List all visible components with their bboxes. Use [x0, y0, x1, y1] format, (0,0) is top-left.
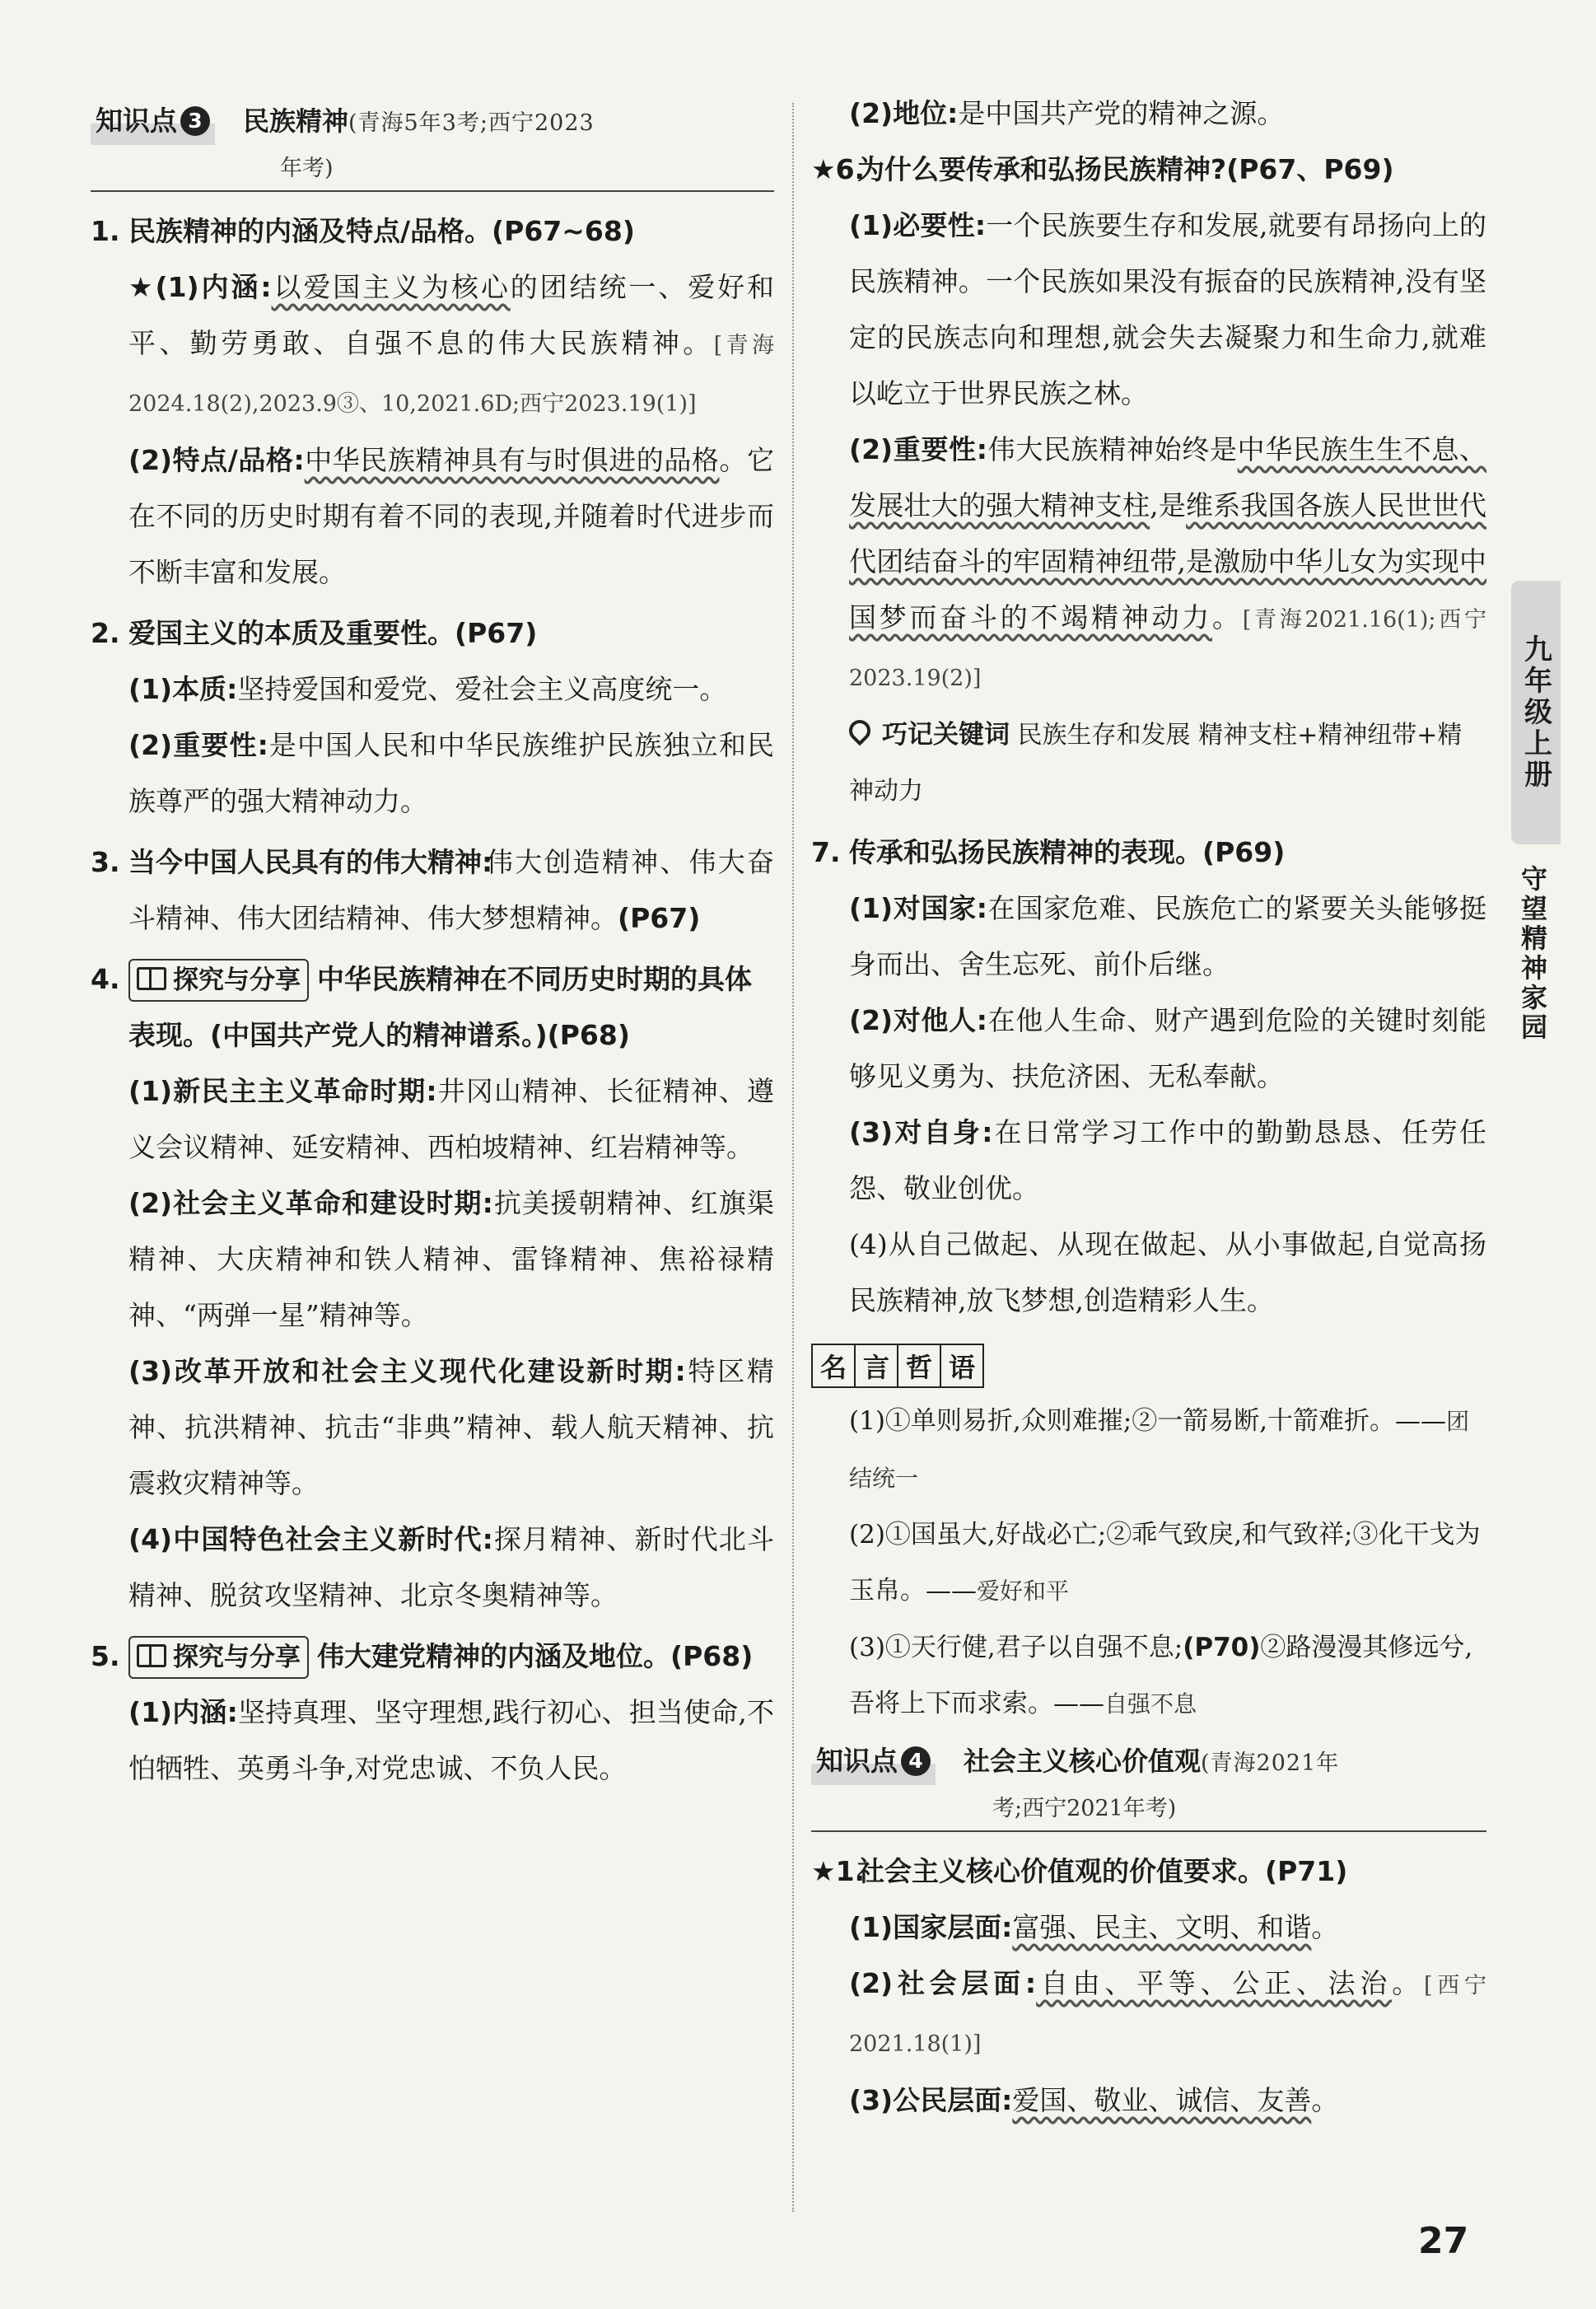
left-column [91, 97, 774, 1802]
item-heading: 社会主义核心价值观的价值要求。(P71) [857, 1855, 1348, 1887]
topic-title: 民族精神 [243, 105, 349, 137]
item-7-sub-1: (1)对国家:在国家危难、民族危亡的紧要关头能够挺身而出、舍生忘死、前仆后继。 [849, 892, 1487, 980]
item-2-sub-1: (1)本质:坚持爱国和爱党、爱社会主义高度统一。 [128, 673, 727, 705]
item-heading: 为什么要传承和弘扬民族精神?(P67、P69) [857, 153, 1394, 185]
core-values-citizen: (3)公民层面:爱国、敬业、诚信、友善。 [849, 2084, 1339, 2116]
book-icon [137, 1644, 166, 1667]
topic-4-header [811, 1737, 1486, 1832]
topic-source-cont: 考;西宁2021年考) [811, 1788, 1486, 1832]
item-7-sub-2: (2)对他人:在他人生命、财产遇到危险的关键时刻能够见义勇为、扶危济困、无私奉献。 [849, 1004, 1487, 1092]
item-3: 3. 当今中国人民具有的伟大精神: 伟大创造精神、伟大奋斗精神、伟大团结精神、伟大梦想精神。(P67) [91, 834, 774, 947]
column-divider [792, 103, 794, 2212]
item-heading: 爱国主义的本质及重要性。(P67) [128, 617, 538, 649]
item-5-sub-1: (1)内涵:坚持真理、坚守理想,践行初心、担当使命,不怕牺牲、英勇斗争,对党忠诚、不负人民。 [128, 1696, 775, 1784]
right-column [811, 97, 1486, 2134]
item-heading: 当今中国人民具有的伟大精神: [128, 846, 493, 878]
exam-citation: [青海2024.18(2),2023.9③、10,2021.6D;西宁2023.19(1)] [128, 333, 774, 417]
topic-source: (青海2021年 [1201, 1750, 1340, 1776]
item-7-sub-3: (3)对自身:在日常学习工作中的勤勤恳恳、任劳任怨、敬业创优。 [849, 1116, 1486, 1204]
item-6-sub-2: (2)重要性:伟大民族精神始终是中华民族生生不息、发展壮大的强大精神支柱,是维系我国各族人民世世代代团结奋斗的牢固精神纽带,是激励中华儿女为实现中国梦而奋斗的不竭精神动力。[青海2021.16(1);西宁2023.19(2)] [849, 433, 1487, 691]
item-7: 7. 传承和弘扬民族精神的表现。(P69) (1)对国家:在国家危难、民族危亡的紧要关头能够挺身而出、舍生忘死、前仆后继。 (2)对他人:在他人生命、财产遇到危险的关键时刻能够见义勇为、扶危济困、无私奉献。 (3)对自身:在日常学习工作中的勤勤恳恳、任劳任怨、敬业创优。 (4)从自己做起、从现在做起、从小事做起,自觉高扬民族精神,放飞梦想,创造精彩人生。 [811, 825, 1486, 1329]
item-6-sub-1: (1)必要性:一个民族要生存和发展,就要有昂扬向上的民族精神。一个民族如果没有振奋的民族精神,没有坚定的民族志向和理想,就会失去凝聚力和生命力,就难以屹立于世界民族之林。 [849, 209, 1486, 409]
topic-source-cont: 年考) [91, 147, 774, 192]
unit-side-label: 守望精神家园 [1517, 865, 1548, 1043]
quote-1: (1)①单则易折,众则难摧;②一箭易断,十箭难折。——团结统一 [849, 1406, 1470, 1492]
item-heading: 民族精神的内涵及特点/品格。(P67~68) [128, 215, 635, 247]
keyword-tip: 巧记关键词 民族生存和发展 精神支柱+精神纽带+精神动力 [811, 707, 1486, 820]
item-heading: 中华民族精神在不同历史时期的具体表现。(中国共产党人的精神谱系。)(P68) [128, 963, 752, 1051]
item-heading: 传承和弘扬民族精神的表现。(P69) [849, 836, 1286, 868]
quote-3: (3)①天行健,君子以自强不息;(P70)②路漫漫其修远兮,吾将上下而求索。——自强不息 [849, 1633, 1473, 1718]
item-3-text: 伟大创造精神、伟大奋斗精神、伟大团结精神、伟大梦想精神。(P67) [128, 846, 774, 934]
item-4-sub-3: (3)改革开放和社会主义现代化建设新时期:特区精神、抗洪精神、抗击“非典”精神、载人航天精神、抗震救灾精神等。 [128, 1355, 775, 1499]
item-1: 1. 民族精神的内涵及特点/品格。(P67~68) ★(1)内涵:以爱国主义为核心的团结统一、爱好和平、勤劳勇敢、自强不息的伟大民族精神。[青海2024.18(2),2023.9③、10,2021.6D;西宁2023.19(1)] (2)特点/品格:中华民族精神具有与时俱进的品格。它在不同的历史时期有着不同的表现,并随着时代进步而不断丰富和发展。 [91, 203, 774, 601]
item-4-sub-2: (2)社会主义革命和建设时期:抗美援朝精神、红旗渠精神、大庆精神和铁人精神、雷锋精神、焦裕禄精神、“两弹一星”精神等。 [128, 1187, 774, 1331]
topic-title: 社会主义核心价值观 [964, 1746, 1202, 1777]
item-4-sub-4: (4)中国特色社会主义新时代:探月精神、新时代北斗精神、脱贫攻坚精神、北京冬奥精神等。 [128, 1523, 774, 1611]
famous-quotes [811, 1334, 1486, 1732]
quote-2: (2)①国虽大,好战必亡;②乖气致戾,和气致祥;③化干戈为玉帛。——爱好和平 [849, 1520, 1481, 1606]
item-5: 5. 探究与分享 伟大建党精神的内涵及地位。(P68) (1)内涵:坚持真理、坚守理想,践行初心、担当使命,不怕牺牲、英勇斗争,对党忠诚、不负人民。 [91, 1629, 774, 1797]
item-4-sub-1: (1)新民主主义革命时期:井冈山精神、长征精神、遵义会议精神、延安精神、西柏坡精神、红岩精神等。 [128, 1075, 775, 1163]
quotes-title: 名 言 哲 语 [811, 1344, 982, 1388]
item-2: 2. 爱国主义的本质及重要性。(P67) (1)本质:坚持爱国和爱党、爱社会主义高度统一。 (2)重要性:是中国人民和中华民族维护民族独立和民族尊严的强大精神动力。 [91, 605, 774, 830]
exam-citation: [青海2021.16(1);西宁2023.19(2)] [849, 607, 1487, 691]
topic-badge: 知识点 3 [91, 97, 215, 145]
item-7-sub-4: (4)从自己做起、从现在做起、从小事做起,自觉高扬民族精神,放飞梦想,创造精彩人生。 [849, 1228, 1486, 1316]
grade-side-tab: 九年级上册 [1511, 581, 1561, 844]
page-number: 27 [1418, 2220, 1469, 2262]
item-1-sub-1: ★(1)内涵:以爱国主义为核心的团结统一、爱好和平、勤劳勇敢、自强不息的伟大民族精神。[青海2024.18(2),2023.9③、10,2021.6D;西宁2023.19(1)] [128, 271, 775, 417]
explore-share-tag: 探究与分享 [128, 959, 309, 1002]
item-core-values: ★1. 社会主义核心价值观的价值要求。(P71) (1)国家层面:富强、民主、文明、和谐。 (2)社会层面:自由、平等、公正、法治。[西宁2021.18(1)] (3)公民层面:爱国、敬业、诚信、友善。 [811, 1844, 1486, 2129]
topic-number: 3 [180, 106, 210, 136]
location-pin-icon [845, 716, 875, 746]
item-4: 4. 探究与分享 中华民族精神在不同历史时期的具体表现。(中国共产党人的精神谱系。)(P68) (1)新民主主义革命时期:井冈山精神、长征精神、遵义会议精神、延安精神、西柏坡精神、红岩精神等。 (2)社会主义革命和建设时期:抗美援朝精神、红旗渠精神、大庆精神和铁人精神、雷锋精神、焦裕禄精神、“两弹一星”精神等。 (3)改革开放和社会主义现代化建设新时期:特区精神、抗洪精神、抗击“非典”精神、载人航天精神、抗震救灾精神等。 (4)中国特色社会主义新时代:探月精神、新时代北斗精神、脱贫攻坚精神、北京冬奥精神等。 [91, 951, 774, 1624]
core-values-social: (2)社会层面:自由、平等、公正、法治。[西宁2021.18(1)] [849, 1967, 1486, 2057]
item-2-sub-2: (2)重要性:是中国人民和中华民族维护民族独立和民族尊严的强大精神动力。 [128, 729, 774, 817]
item-6: ★6. 为什么要传承和弘扬民族精神?(P67、P69) (1)必要性:一个民族要生存和发展,就要有昂扬向上的民族精神。一个民族如果没有振奋的民族精神,没有坚定的民族志向和理想,就会失去凝聚力和生命力,就难以屹立于世界民族之林。 (2)重要性:伟大民族精神始终是中华民族生生不息、发展壮大的强大精神支柱,是维系我国各族人民世世代代团结奋斗的牢固精神纽带,是激励中华儿女为实现中国梦而奋斗的不竭精神动力。[青海2021.16(1);西宁2023.19(2)] 巧记关键词 民族生存和发展 精神支柱+精神纽带+精神动力 [811, 142, 1486, 820]
item-1-sub-2: (2)特点/品格:中华民族精神具有与时俱进的品格。它在不同的历史时期有着不同的表现,并随着时代进步而不断丰富和发展。 [128, 444, 775, 588]
item-heading: 伟大建党精神的内涵及地位。(P68) [317, 1640, 754, 1672]
core-values-national: (1)国家层面:富强、民主、文明、和谐。 [849, 1911, 1339, 1943]
topic-3-header [91, 97, 774, 192]
topic-source: (青海5年3考;西宁2023 [348, 110, 595, 136]
exam-citation: [西宁2021.18(1)] [849, 1973, 1486, 2057]
explore-share-tag: 探究与分享 [128, 1636, 309, 1679]
topic-badge: 知识点 4 [811, 1737, 936, 1785]
book-icon [137, 967, 166, 990]
topic-number: 4 [901, 1746, 931, 1776]
item-5-sub-2: (2)地位:是中国共产党的精神之源。 [849, 97, 1285, 129]
star-icon: ★ [128, 271, 156, 303]
